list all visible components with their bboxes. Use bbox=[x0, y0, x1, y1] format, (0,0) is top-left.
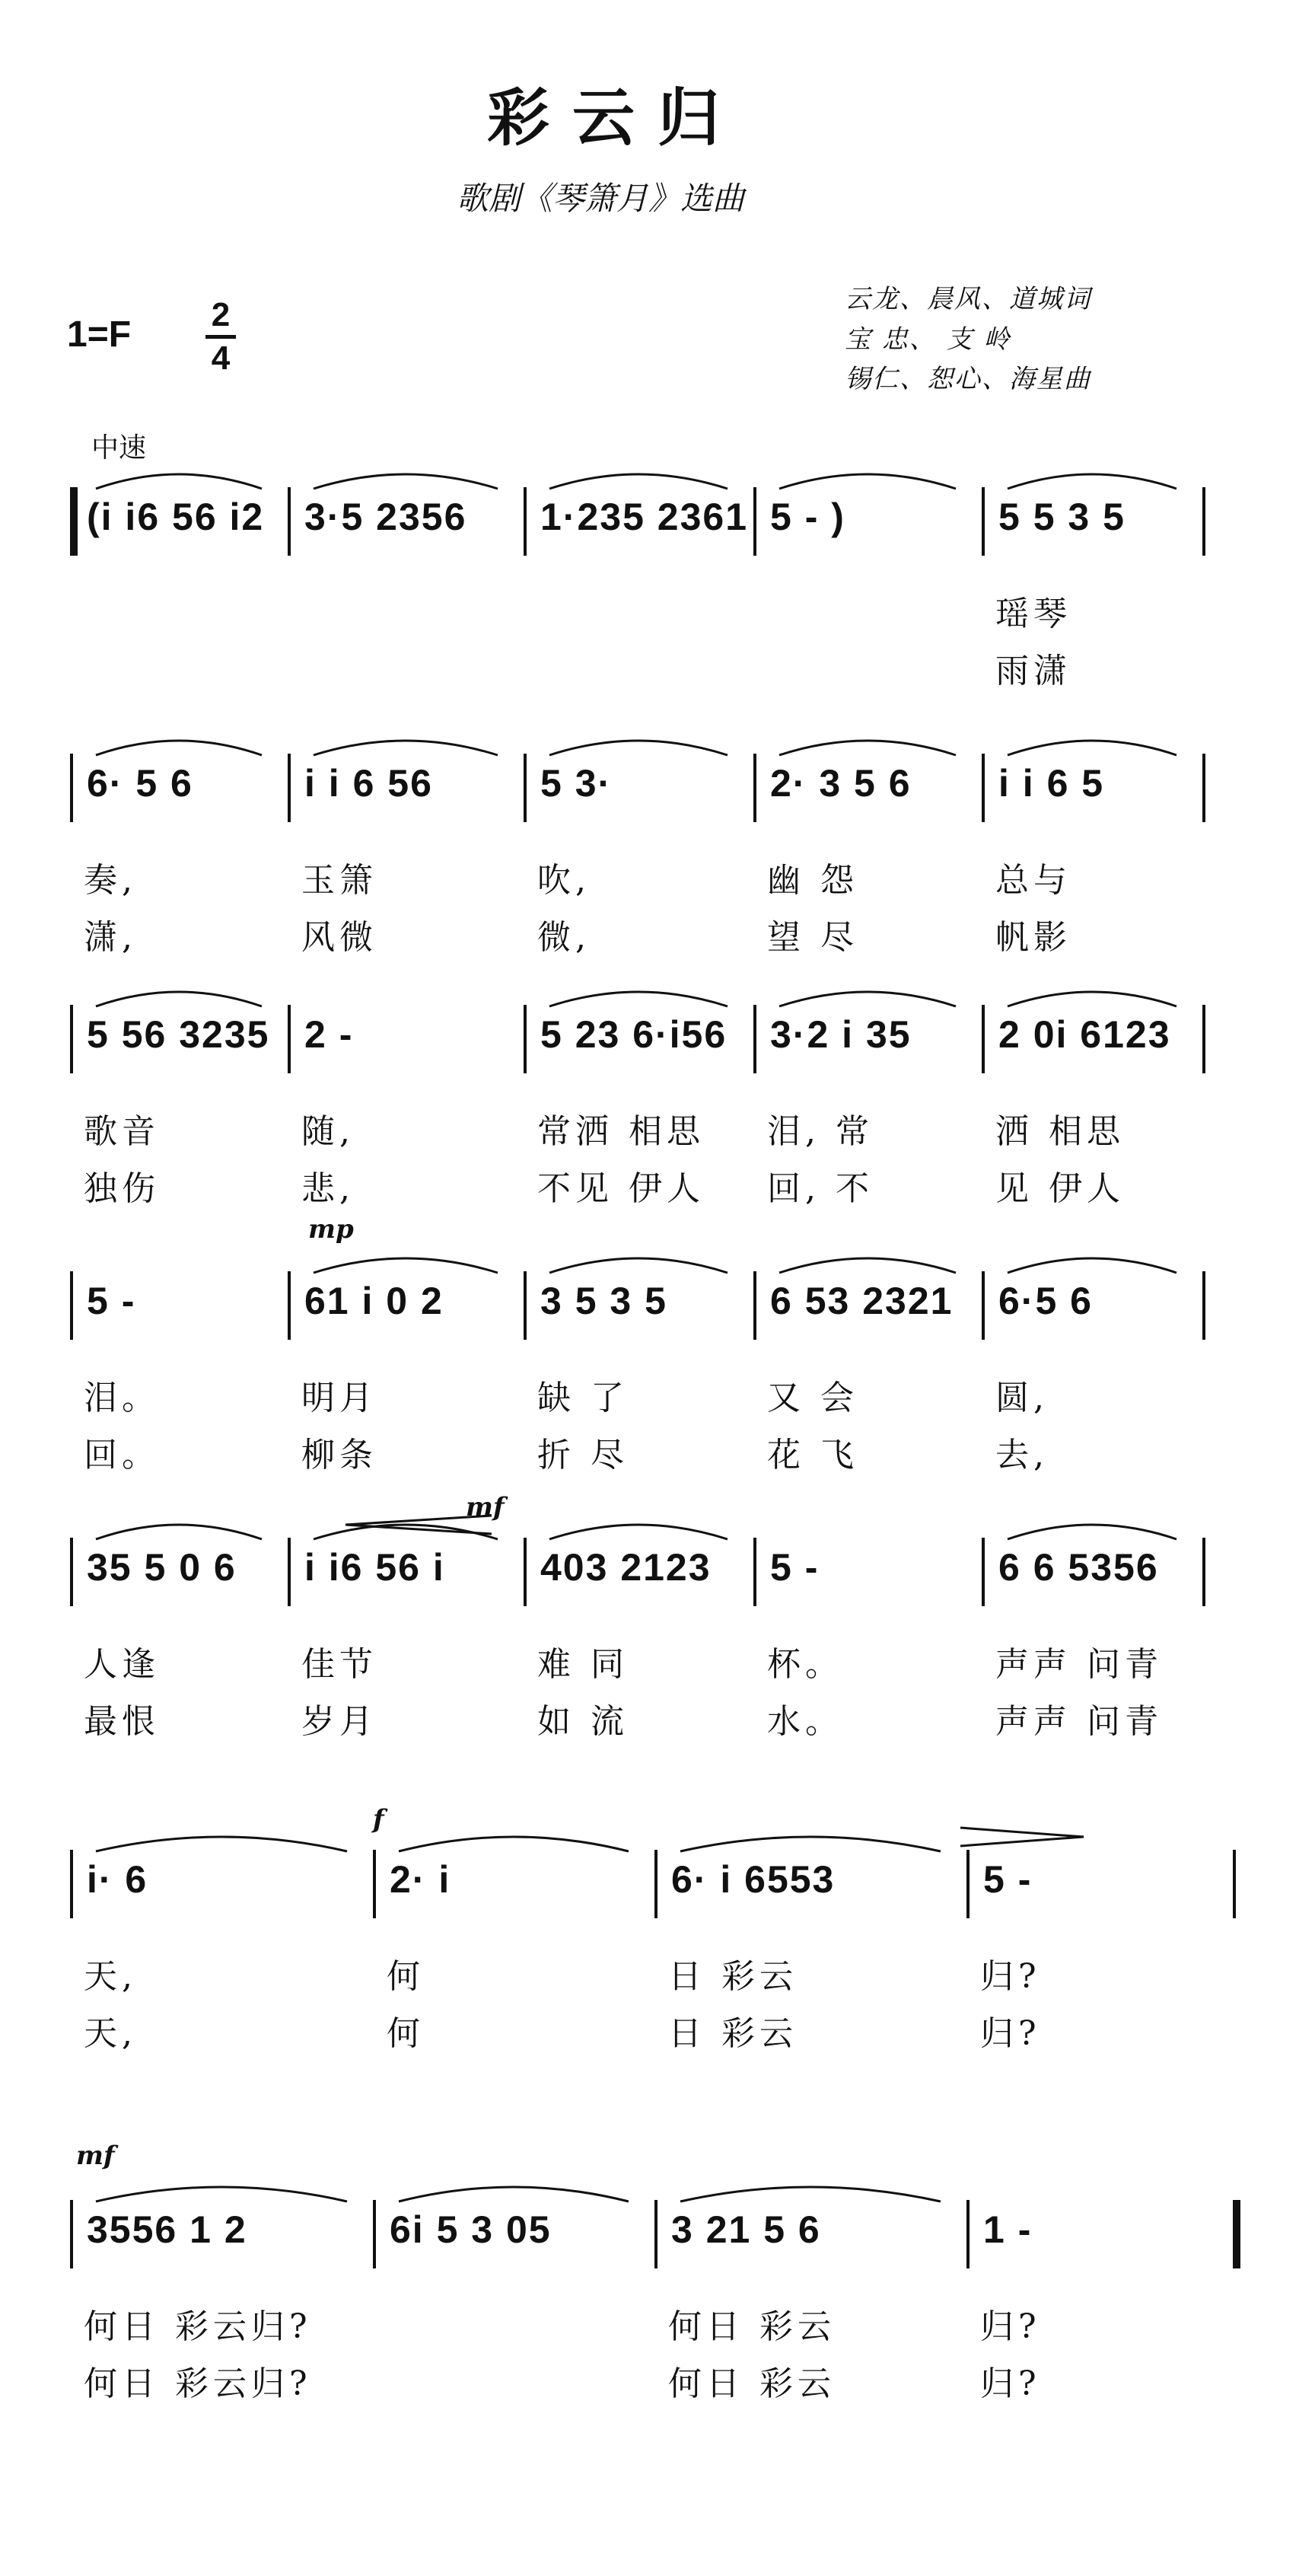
lyric-verse-2: 微, bbox=[537, 918, 591, 957]
slur-mark bbox=[93, 982, 265, 1009]
lyric-verse-2: 如 流 bbox=[537, 1702, 629, 1741]
note-measure: 1·235 2361 bbox=[540, 496, 749, 538]
lyric-verse-2: 去, bbox=[995, 1436, 1049, 1475]
bar-line bbox=[982, 1538, 985, 1606]
slur-mark bbox=[677, 2177, 944, 2205]
bar-line bbox=[982, 754, 985, 822]
bar-line bbox=[524, 1271, 527, 1340]
time-signature-bottom: 4 bbox=[211, 340, 231, 377]
bar-line bbox=[373, 2200, 376, 2268]
note-measure: 6 53 2321 bbox=[770, 1280, 954, 1322]
note-measure: 5 5 3 5 bbox=[998, 496, 1126, 538]
bar-line bbox=[1202, 1005, 1205, 1073]
song-title: 彩云归 bbox=[487, 81, 743, 155]
lyric-verse-2: 望 尽 bbox=[767, 918, 858, 957]
bar-line bbox=[70, 754, 73, 822]
slur-mark bbox=[93, 2177, 350, 2205]
lyric-verse-2: 声声 问青 bbox=[995, 1702, 1163, 1741]
lyric-verse-1: 声声 问青 bbox=[995, 1645, 1163, 1684]
slur-mark bbox=[1005, 1515, 1180, 1542]
tempo-marking: 中速 bbox=[91, 432, 147, 464]
bar-line bbox=[982, 1005, 985, 1073]
lyric-verse-1: 难 同 bbox=[537, 1645, 629, 1684]
note-measure: 1 - bbox=[983, 2208, 1033, 2251]
bar-line bbox=[70, 487, 78, 556]
lyric-verse-2: 回, 不 bbox=[767, 1169, 874, 1208]
lyric-verse-2: 不见 伊人 bbox=[537, 1169, 705, 1208]
note-measure: 3 5 3 5 bbox=[540, 1280, 667, 1322]
lyric-verse-2: 何日 彩云 bbox=[668, 2364, 836, 2403]
bar-line bbox=[753, 1538, 756, 1606]
note-measure: i i 6 56 bbox=[304, 762, 433, 805]
bar-line bbox=[654, 1850, 658, 1918]
note-measure: 5 - bbox=[87, 1280, 136, 1322]
lyric-verse-1: 归? bbox=[980, 1957, 1041, 1996]
lyric-verse-1: 洒 相思 bbox=[995, 1112, 1125, 1151]
bar-line bbox=[70, 1005, 73, 1073]
lyric-verse-1: 归? bbox=[980, 2307, 1041, 2346]
bar-line bbox=[1202, 754, 1205, 822]
bar-line bbox=[753, 754, 756, 822]
slur-mark bbox=[776, 982, 959, 1009]
bar-line bbox=[524, 754, 527, 822]
bar-line bbox=[70, 1271, 73, 1340]
slur-mark bbox=[546, 982, 731, 1009]
lyric-verse-2: 帆影 bbox=[995, 918, 1071, 957]
key-signature: 1=F bbox=[67, 314, 132, 355]
lyric-verse-1: 常洒 相思 bbox=[537, 1112, 705, 1151]
note-measure: (i i6 56 i2 bbox=[87, 496, 265, 538]
slur-mark bbox=[546, 1515, 731, 1542]
time-signature bbox=[205, 298, 236, 375]
slur-mark bbox=[546, 464, 731, 492]
lyric-verse-2: 最恨 bbox=[84, 1702, 160, 1741]
note-measure: i i6 56 i bbox=[304, 1546, 445, 1589]
time-signature-top: 2 bbox=[211, 296, 231, 333]
bar-line bbox=[753, 487, 756, 556]
lyric-verse-1: 奏, bbox=[84, 861, 137, 900]
lyric-verse-1: 杯。 bbox=[767, 1645, 843, 1684]
bar-line bbox=[1202, 1538, 1205, 1606]
lyric-verse-2: 悲, bbox=[301, 1169, 355, 1208]
lyric-verse-1: 幽 怨 bbox=[767, 861, 858, 900]
lyric-verse-2: 雨潇 bbox=[995, 652, 1071, 690]
slur-mark bbox=[310, 731, 501, 758]
note-measure: 6· 5 6 bbox=[87, 762, 193, 805]
note-measure: 5 - ) bbox=[770, 496, 845, 538]
note-measure: 3·5 2356 bbox=[304, 496, 467, 538]
bar-line bbox=[288, 487, 291, 556]
lyric-verse-2: 日 彩云 bbox=[668, 2014, 798, 2053]
slur-mark bbox=[396, 1827, 632, 1854]
lyric-verse-1: 圆, bbox=[995, 1379, 1049, 1417]
bar-line bbox=[1202, 1271, 1205, 1340]
lyric-verse-1: 随, bbox=[301, 1112, 355, 1151]
note-measure: 2· i bbox=[390, 1858, 451, 1901]
note-measure: 2 0i 6123 bbox=[998, 1013, 1171, 1056]
lyric-verse-1: 何日 彩云归? bbox=[84, 2307, 312, 2346]
dynamic-mf: mf bbox=[466, 1492, 505, 1522]
lyric-verse-1: 日 彩云 bbox=[668, 1957, 798, 1996]
lyric-verse-1: 吹, bbox=[537, 861, 591, 900]
note-measure: i i 6 5 bbox=[998, 762, 1105, 805]
song-subtitle: 歌剧《琴箫月》选曲 bbox=[457, 180, 745, 217]
bar-line bbox=[654, 2200, 658, 2268]
bar-line bbox=[1202, 487, 1205, 556]
lyric-verse-1: 佳节 bbox=[301, 1645, 377, 1684]
bar-line bbox=[288, 1271, 291, 1340]
decrescendo-hairpin bbox=[957, 1823, 1087, 1854]
note-measure: 35 5 0 6 bbox=[87, 1546, 237, 1589]
lyric-verse-1: 泪。 bbox=[84, 1379, 160, 1417]
bar-line bbox=[982, 487, 985, 556]
slur-mark bbox=[310, 464, 501, 492]
note-measure: 5 23 6·i56 bbox=[540, 1013, 728, 1056]
lyric-verse-1: 天, bbox=[84, 1957, 137, 1996]
lyric-verse-1: 泪, 常 bbox=[767, 1112, 874, 1151]
bar-line bbox=[524, 1538, 527, 1606]
lyric-verse-2: 何 bbox=[387, 2014, 425, 2053]
note-measure: 403 2123 bbox=[540, 1546, 712, 1589]
bar-line bbox=[982, 1271, 985, 1340]
slur-mark bbox=[776, 1248, 959, 1276]
bar-line bbox=[70, 1538, 73, 1606]
bar-line bbox=[1233, 2200, 1240, 2268]
lyric-verse-1: 何 bbox=[387, 1957, 425, 1996]
note-measure: 5 - bbox=[770, 1546, 820, 1589]
dynamic-f: f bbox=[373, 1804, 384, 1835]
slur-mark bbox=[677, 1827, 944, 1854]
lyric-verse-2: 见 伊人 bbox=[995, 1169, 1125, 1208]
bar-line bbox=[1233, 1850, 1236, 1918]
note-measure: 3·2 i 35 bbox=[770, 1013, 912, 1056]
bar-line bbox=[70, 1850, 73, 1918]
note-measure: 2 - bbox=[304, 1013, 354, 1056]
lyric-verse-1: 人逢 bbox=[84, 1645, 160, 1684]
lyric-verse-2: 岁月 bbox=[301, 1702, 377, 1741]
note-measure: 6 6 5356 bbox=[998, 1546, 1159, 1589]
lyric-verse-2: 水。 bbox=[767, 1702, 843, 1741]
slur-mark bbox=[1005, 1248, 1180, 1276]
note-measure: 5 56 3235 bbox=[87, 1013, 270, 1056]
lyric-verse-2: 风微 bbox=[301, 918, 377, 957]
bar-line bbox=[524, 487, 527, 556]
lyric-verse-2: 何日 彩云归? bbox=[84, 2364, 312, 2403]
dynamic-mp: mp bbox=[308, 1214, 354, 1245]
lyric-verse-1: 玉箫 bbox=[301, 861, 377, 900]
bar-line bbox=[373, 1850, 376, 1918]
bar-line bbox=[524, 1005, 527, 1073]
lyric-verse-2: 归? bbox=[980, 2364, 1041, 2403]
bar-line bbox=[753, 1005, 756, 1073]
credit-line-2: 宝 忠、 支 岭 bbox=[845, 324, 1011, 355]
bar-line bbox=[966, 1850, 970, 1918]
lyric-verse-2: 天, bbox=[84, 2014, 137, 2053]
slur-mark bbox=[93, 1827, 350, 1854]
slur-mark bbox=[93, 464, 265, 492]
note-measure: 61 i 0 2 bbox=[304, 1280, 444, 1322]
lyric-verse-2: 潇, bbox=[84, 918, 137, 957]
bar-line bbox=[966, 2200, 970, 2268]
note-measure: 6i 5 3 05 bbox=[390, 2208, 552, 2251]
note-measure: i· 6 bbox=[87, 1858, 148, 1901]
note-measure: 5 3· bbox=[540, 762, 613, 805]
lyric-verse-1: 又 会 bbox=[767, 1379, 858, 1417]
slur-mark bbox=[1005, 731, 1180, 758]
slur-mark bbox=[396, 2177, 632, 2205]
lyric-verse-2: 花 飞 bbox=[767, 1436, 858, 1475]
lyric-verse-2: 柳条 bbox=[301, 1436, 377, 1475]
bar-line bbox=[288, 1005, 291, 1073]
slur-mark bbox=[93, 731, 265, 758]
lyric-verse-2: 独伤 bbox=[84, 1169, 160, 1208]
credit-line-3: 锡仁、恕心、海星曲 bbox=[845, 364, 1091, 394]
slur-mark bbox=[310, 1248, 501, 1276]
slur-mark bbox=[546, 1248, 731, 1276]
bar-line bbox=[70, 2200, 73, 2268]
bar-line bbox=[288, 1538, 291, 1606]
note-measure: 2· 3 5 6 bbox=[770, 762, 912, 805]
credit-line-1: 云龙、晨风、道城词 bbox=[845, 284, 1091, 314]
note-measure: 3 21 5 6 bbox=[671, 2208, 821, 2251]
lyric-verse-1: 歌音 bbox=[84, 1112, 160, 1151]
lyric-verse-2: 回。 bbox=[84, 1436, 160, 1475]
lyric-verse-1: 瑶琴 bbox=[995, 595, 1071, 633]
slur-mark bbox=[776, 464, 959, 492]
slur-mark bbox=[310, 1515, 501, 1542]
slur-mark bbox=[1005, 982, 1180, 1009]
lyric-verse-1: 缺 了 bbox=[537, 1379, 629, 1417]
note-measure: 5 - bbox=[983, 1858, 1033, 1901]
bar-line bbox=[288, 754, 291, 822]
slur-mark bbox=[776, 731, 959, 758]
note-measure: 6· i 6553 bbox=[671, 1858, 836, 1901]
lyric-verse-1: 明月 bbox=[301, 1379, 377, 1417]
note-measure: 3556 1 2 bbox=[87, 2208, 247, 2251]
slur-mark bbox=[546, 731, 731, 758]
lyric-verse-2: 折 尽 bbox=[537, 1436, 629, 1475]
dynamic-mf-2: mf bbox=[76, 2141, 115, 2171]
note-measure: 6·5 6 bbox=[998, 1280, 1093, 1322]
slur-mark bbox=[1005, 464, 1180, 492]
slur-mark bbox=[93, 1515, 265, 1542]
lyric-verse-1: 何日 彩云 bbox=[668, 2307, 836, 2346]
lyric-verse-1: 总与 bbox=[995, 861, 1071, 900]
bar-line bbox=[753, 1271, 756, 1340]
lyric-verse-2: 归? bbox=[980, 2014, 1041, 2053]
